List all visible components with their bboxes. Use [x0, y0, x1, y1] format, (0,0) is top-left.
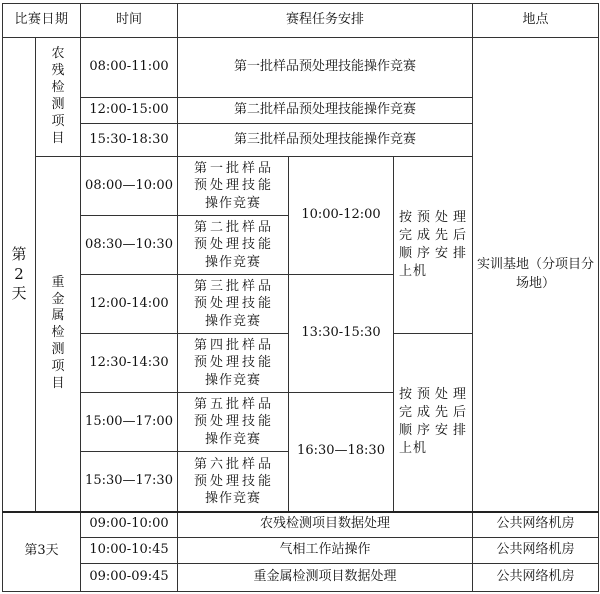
metal-task-1: 第一批样品预处理技能操作竞赛: [194, 161, 273, 211]
header-time: 时间: [81, 4, 178, 38]
metal-time-1: 08:00—10:00: [81, 157, 178, 216]
metal-time-3: 12:00-14:00: [81, 275, 178, 334]
day3-place-2: 公共网络机房: [473, 538, 599, 564]
metal-time-5: 15:00—17:00: [81, 393, 178, 452]
machine-slot-2: 13:30-15:30: [289, 275, 394, 393]
metal-time-6: 15:30—17:30: [81, 452, 178, 512]
pesticide-task-1: 第一批样品预处理技能操作竞赛: [178, 38, 473, 98]
machine-slot-3: 16:30—18:30: [289, 393, 394, 512]
header-date: 比赛日期: [3, 4, 81, 38]
day2-location-cell: [473, 38, 599, 512]
day3-task-2: 气相工作站操作: [178, 538, 473, 564]
metal-time-4: 12:30-14:30: [81, 334, 178, 393]
day3-place-1: 公共网络机房: [473, 512, 599, 538]
pesticide-label: 农残检测项目: [51, 46, 65, 146]
metal-task-2-cell: [178, 216, 289, 275]
metal-task-3: 第三批样品预处理技能操作竞赛: [194, 279, 273, 329]
metal-task-6: 第六批样品预处理技能操作竞赛: [194, 456, 273, 506]
metal-task-5: 第五批样品预处理技能操作竞赛: [194, 397, 273, 447]
header-row: [3, 4, 599, 38]
header-task: 赛程任务安排: [178, 4, 473, 38]
machine-note-2: 按预处理完成先后顺序安排上机: [399, 387, 468, 457]
pesticide-label-cell: [36, 38, 81, 157]
metal-task-5-cell: [178, 393, 289, 452]
header-place: 地点: [473, 4, 599, 38]
machine-note-1: 按预处理完成先后顺序安排上机: [399, 210, 468, 279]
metal-task-3-cell: [178, 275, 289, 334]
day2-location: 实训基地（分项目分场地）: [477, 256, 595, 292]
pesticide-task-3: 第三批样品预处理技能操作竞赛: [178, 124, 473, 157]
day3-time-2: 10:00-10:45: [81, 538, 178, 564]
metal-label: 重金属检测项目: [51, 274, 65, 391]
metal-task-6-cell: [178, 452, 289, 512]
metal-task-4-cell: [178, 334, 289, 393]
machine-note-2-cell: [394, 334, 473, 512]
day3-place-3: 公共网络机房: [473, 564, 599, 592]
metal-task-2: 第二批样品预处理技能操作竞赛: [194, 220, 273, 270]
pesticide-task-2: 第二批样品预处理技能操作竞赛: [178, 98, 473, 124]
pesticide-row-1: [3, 38, 599, 98]
metal-task-1-cell: [178, 157, 289, 216]
day3-task-3: 重金属检测项目数据处理: [178, 564, 473, 592]
day3-row-2: [3, 538, 599, 564]
pesticide-time-3: 15:30-18:30: [81, 124, 178, 157]
day2-label-cell: [3, 38, 36, 512]
day3-time-1: 09:00-10:00: [81, 512, 178, 538]
day3-row-1: [3, 512, 599, 538]
schedule-table: [2, 3, 599, 592]
metal-label-cell: [36, 157, 81, 512]
day3-task-1: 农残检测项目数据处理: [178, 512, 473, 538]
day3-time-3: 09:00-09:45: [81, 564, 178, 592]
machine-slot-1: 10:00-12:00: [289, 157, 394, 275]
day3-label: 第3天: [3, 512, 81, 592]
machine-note-1-cell: [394, 157, 473, 334]
pesticide-time-1: 08:00-11:00: [81, 38, 178, 98]
metal-task-4: 第四批样品预处理技能操作竞赛: [194, 338, 273, 388]
day2-label: 第2天: [11, 245, 27, 302]
day3-row-3: [3, 564, 599, 592]
pesticide-time-2: 12:00-15:00: [81, 98, 178, 124]
metal-time-2: 08:30—10:30: [81, 216, 178, 275]
